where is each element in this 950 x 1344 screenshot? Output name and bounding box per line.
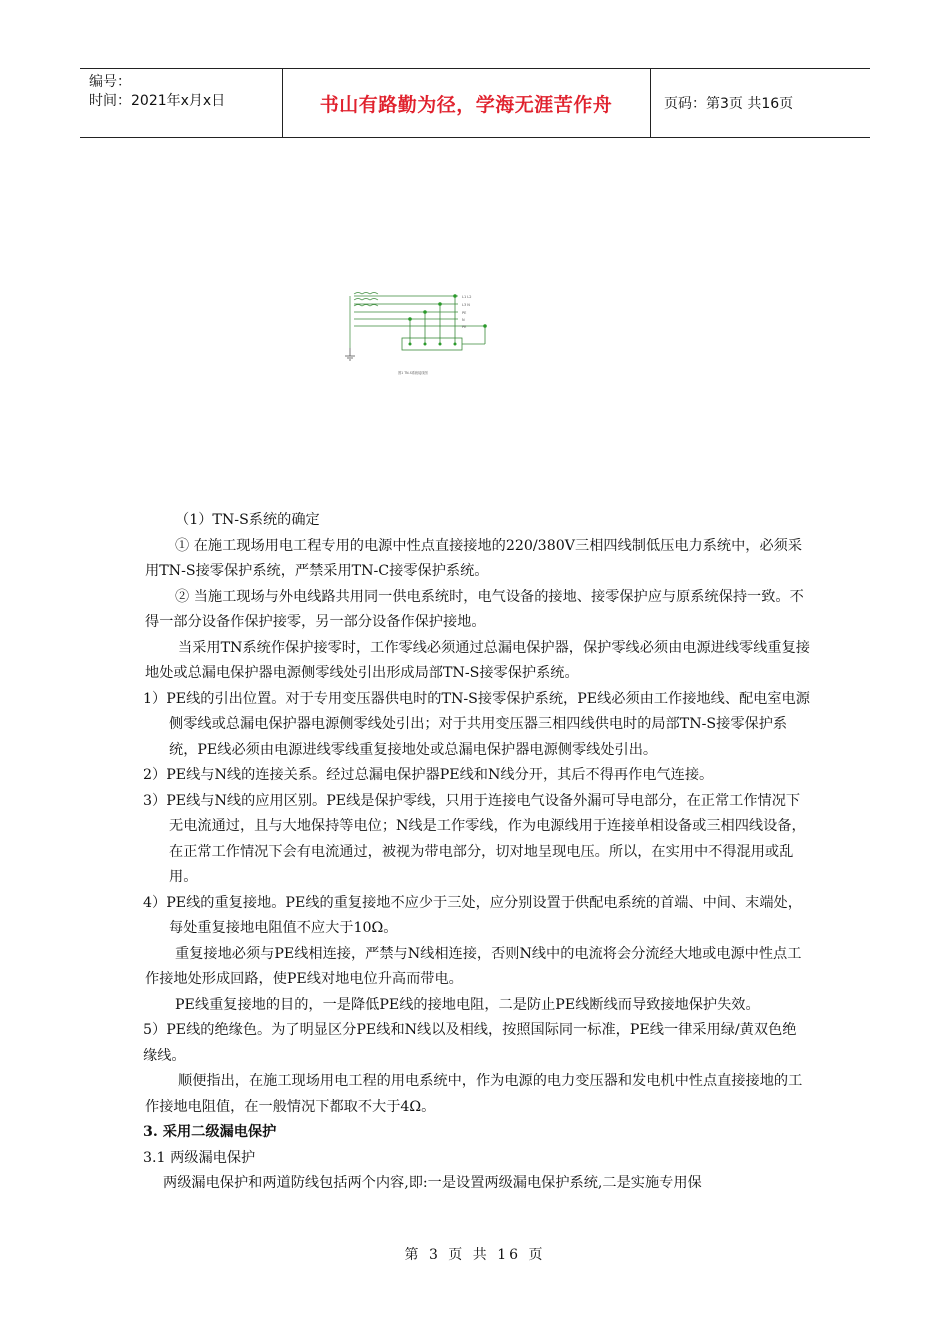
- body-paragraph: 两级漏电保护和两道防线包括两个内容,即:一是设置两级漏电保护系统,二是实施专用保: [163, 1175, 702, 1191]
- body-paragraph: 当采用TN系统作保护接零时，工作零线必须通过总漏电保护器，保护零线必须由电源进线零线重复接地处或总漏电保护器电源侧零线处引出形成局部TN-S接零保护系统。: [145, 639, 810, 681]
- document-number-label: 编号：: [89, 74, 131, 90]
- line-label: PE: [462, 311, 467, 315]
- line-label: PE: [462, 325, 467, 329]
- document-time-label: 时间：2021年x月x日: [89, 93, 226, 109]
- body-paragraph: ① 在施工现场用电工程专用的电源中性点直接接地的220/380V三相四线制低压电力系统中，必须采用TN-S接零保护系统，严禁采用TN-C接零保护系统。: [145, 537, 803, 579]
- diagram-caption: 图1 TN-S系统接线图: [398, 371, 428, 375]
- document-body: [145, 508, 810, 1197]
- body-paragraph: 顺便指出，在施工现场用电工程的用电系统中，作为电源的电力变压器和发电机中性点直接接地的工作接地电阻值，在一般情况下都取不大于4Ω。: [145, 1073, 803, 1115]
- header-page-info: 页码：第3页 共16页: [664, 96, 794, 112]
- line-label: N: [462, 318, 465, 322]
- section-heading: 3. 采用二级漏电保护: [143, 1124, 277, 1140]
- body-paragraph: 3.1 两级漏电保护: [143, 1149, 256, 1166]
- page-footer: 第 3 页 共 16 页: [404, 1247, 546, 1263]
- body-paragraph: PE线重复接地的目的，一是降低PE线的接地电阻，二是防止PE线断线而导致接地保护失效。: [175, 996, 760, 1013]
- body-paragraph: 1）PE线的引出位置。对于专用变压器供电时的TN-S接零保护系统，PE线必须由工作接地线、配电室电源侧零线或总漏电保护器电源侧零线处引出；对于共用变压器三相四线供电时的局部TN-S接零保护系统，PE线必须由电源进线零线重复接地处或总漏电保护器电源侧零线处引出。: [143, 690, 810, 758]
- body-paragraph: 4）PE线的重复接地。PE线的重复接地不应少于三处，应分别设置于供配电系统的首端、中间、末端处，每处重复接地电阻值不应大于10Ω。: [143, 894, 802, 936]
- body-paragraph: 5）PE线的绝缘色。为了明显区分PE线和N线以及相线，按照国际同一标准，PE线一律采用绿/黄双色绝缘线。: [143, 1022, 797, 1064]
- body-paragraph: （1）TN-S系统的确定: [175, 512, 320, 528]
- page-header: [80, 68, 870, 138]
- ground-icon: [345, 348, 355, 360]
- transformer-symbol: [350, 293, 378, 349]
- body-paragraph: 重复接地必须与PE线相连接，严禁与N线相连接，否则N线中的电流将会分流经大地或电源中性点工作接地处形成回路，使PE线对地电位升高而带电。: [145, 945, 802, 987]
- line-labels: [462, 295, 471, 329]
- body-paragraph: 2）PE线与N线的连接关系。经过总漏电保护器PE线和N线分开，其后不得再作电气连接。: [143, 767, 714, 783]
- line-label: L3 N: [462, 303, 470, 307]
- line-label: L1 L2: [462, 295, 472, 299]
- tn-s-wiring-diagram: [340, 288, 500, 380]
- body-paragraph: 3）PE线与N线的应用区别。PE线是保护零线，只用于连接电气设备外漏可导电部分，在正常工作情况下无电流通过，且与大地保持等电位；N线是工作零线，作为电源线用于连接单相设备或三相四线设备，在正常工作情况下会有电流通过，被视为带电部分，切对地呈现电压。所以，在实用中不得混用或乱用。: [143, 792, 806, 885]
- header-left-cell: [80, 69, 283, 137]
- header-motto-cell: [282, 69, 651, 137]
- body-paragraph: ② 当施工现场与外电线路共用同一供电系统时，电气设备的接地、接零保护应与原系统保持一致。不得一部分设备作保护接零，另一部分设备作保护接地。: [145, 588, 804, 630]
- header-page-info-cell: [650, 69, 870, 137]
- vertical-drops: [410, 296, 485, 344]
- header-motto: 书山有路勤为径，学海无涯苦作舟: [319, 93, 613, 116]
